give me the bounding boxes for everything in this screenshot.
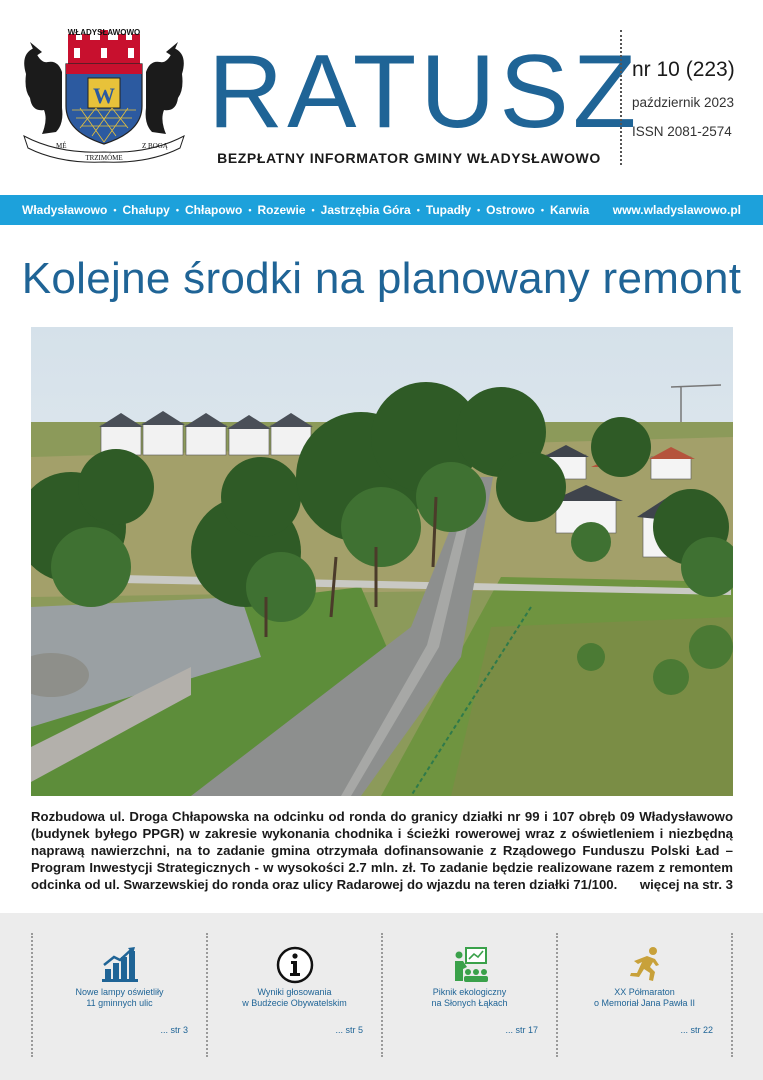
teaser-title <box>387 987 552 1009</box>
publication-subtitle: BEZPŁATNY INFORMATOR GMINY WŁADYSŁAWOWO <box>217 150 601 166</box>
locality-link[interactable]: Ostrowo <box>486 203 535 217</box>
teaser-title <box>212 987 377 1009</box>
masthead <box>0 0 763 195</box>
teaser-item[interactable] <box>381 933 556 1057</box>
photo-illustration <box>31 327 733 796</box>
bullet-separator: • <box>416 205 420 215</box>
teaser-title-line: w Budżecie Obywatelskim <box>242 998 347 1008</box>
issn: ISSN 2081-2574 <box>632 124 732 139</box>
bullet-separator: • <box>113 205 117 215</box>
locality-link[interactable]: Chałupy <box>122 203 170 217</box>
locality-link[interactable]: Jastrzębia Góra <box>320 203 411 217</box>
bullet-separator: • <box>477 205 481 215</box>
publication-title: RATUSZ <box>208 34 641 150</box>
teaser-title-line: 11 gminnych ulic <box>86 998 153 1008</box>
teaser-title-line: Wyniki głosowania <box>257 987 332 997</box>
bar-chart-icon <box>100 945 140 985</box>
aerial-road-photo <box>31 327 733 796</box>
bullet-separator: • <box>175 205 180 215</box>
teaser-title-line: na Słonych Łąkach <box>431 998 508 1008</box>
issue-date: październik 2023 <box>632 95 735 110</box>
teaser-page-ref[interactable]: ... str 5 <box>335 1025 363 1035</box>
teaser-page-ref[interactable]: ... str 22 <box>680 1025 713 1035</box>
teaser-title-line: XX Półmaraton <box>614 987 675 997</box>
teaser-title <box>37 987 202 1009</box>
crest-shield-letter: W <box>93 83 115 108</box>
website-link[interactable]: www.wladyslawowo.pl <box>612 203 741 217</box>
coat-of-arms-logo <box>18 24 190 172</box>
teaser-item[interactable] <box>206 933 381 1057</box>
teaser-title-line: Piknik ekologiczny <box>432 987 507 997</box>
bullet-separator: • <box>311 205 315 215</box>
teaser-page-ref[interactable]: ... str 17 <box>505 1025 538 1035</box>
lead-paragraph <box>31 808 733 893</box>
presentation-icon <box>450 945 490 985</box>
locality-navbar <box>0 195 763 225</box>
teaser-title-line: o Memoriał Jana Pawła II <box>593 998 696 1008</box>
bullet-separator: • <box>540 205 544 215</box>
teaser-footer <box>0 913 763 1080</box>
runner-icon <box>625 945 665 985</box>
locality-link[interactable]: Chłapowo <box>185 203 243 217</box>
teaser-list <box>31 933 733 1057</box>
lead-text: Rozbudowa ul. Droga Chłapowska na odcinku od ronda do granicy działki nr 99 i 107 obręb 09 Władysławowo (budynek byłego PPGR) w zakresie wykonania chodnika i ścieżki rowerowej wraz z oświetleniem i niezbędną naprawą nawierzchni, na to zadanie gmina otrzymała dofinansowanie z Rządowego Funduszu Polski Ład – Program Inwestycji Strategicznych - w wysokości 2.7 mln. zł. To zadanie będzie realizowane razem z remontem odcinka od ul. Swarzewskiej do ronda oraz ulicy Radarowej do wjazdu na teren działki 71/100. <box>31 809 733 892</box>
teaser-item[interactable] <box>556 933 733 1057</box>
crest-motto-center: TRZIMÓME <box>85 154 123 162</box>
teaser-title <box>562 987 727 1009</box>
crest-motto-left: MÉ <box>56 142 67 150</box>
bullet-separator: • <box>248 205 252 215</box>
main-headline: Kolejne środki na planowany remont <box>21 254 742 303</box>
locality-link[interactable]: Rozewie <box>257 203 306 217</box>
teaser-page-ref[interactable]: ... str 3 <box>160 1025 188 1035</box>
crest-motto-right: Z BOGĄ <box>142 142 168 150</box>
read-more-link[interactable]: więcej na str. 3 <box>639 877 733 892</box>
locality-link[interactable]: Karwia <box>549 203 590 217</box>
teaser-title-line: Nowe lampy oświetliły <box>75 987 164 997</box>
crest-graphic <box>18 24 190 172</box>
locality-list <box>22 203 589 217</box>
masthead-divider <box>620 30 622 165</box>
info-icon <box>275 945 315 985</box>
locality-link[interactable]: Władysławowo <box>22 203 108 217</box>
issue-number: nr 10 (223) <box>632 58 735 81</box>
teaser-item[interactable] <box>31 933 206 1057</box>
crest-town-name: WŁADYSŁAWOWO <box>67 28 141 37</box>
locality-link[interactable]: Tupadły <box>425 203 471 217</box>
